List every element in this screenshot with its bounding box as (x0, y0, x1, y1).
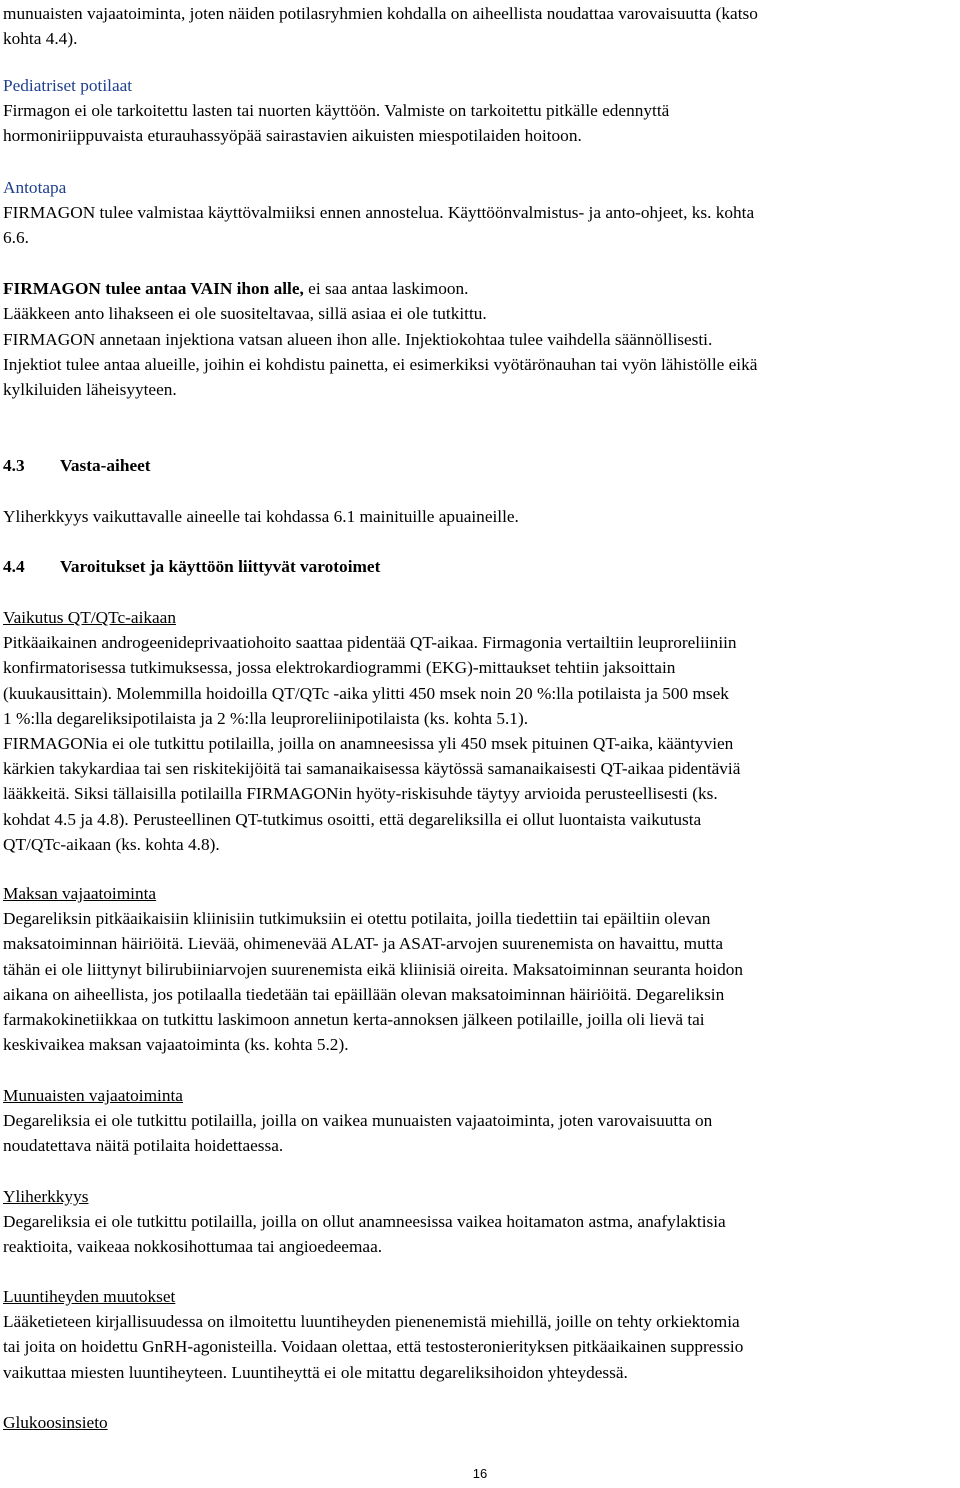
liver-line: tähän ei ole liittynyt bilirubiiniarvojen suurenemista eikä kliinisiä oireita. Maksatoiminnan seuranta hoidon (3, 959, 744, 979)
subcutaneous-tail: ei saa antaa laskimoon. (303, 279, 469, 298)
bone-line: tai joita on hoidettu GnRH-agonisteilla. Voidaan olettaa, että testosteronierityksen pitkäaikainen suppressio (3, 1337, 744, 1357)
qt-section (3, 605, 957, 857)
intro-line: kohta 4.4). (3, 29, 78, 49)
administration-line: FIRMAGON tulee valmistaa käyttövalmiiksi ennen annostelua. Käyttöönvalmistus- ja anto-ohjeet, ks. kohta (3, 203, 755, 223)
hypersensitivity-line: reaktioita, vaikeaa nokkosihottumaa tai angioedeemaa. (3, 1237, 383, 1257)
qt-line: konfirmatorisessa tutkimuksessa, jossa elektrokardiogrammi (EKG)-mittaukset tehtiin jaksoittain (3, 658, 676, 678)
qt-line: lääkkeitä. Siksi tällaisilla potilailla FIRMAGONin hyöty-riskisuhde täytyy arvioida perusteellisesti (ks. (3, 784, 718, 804)
glucose-section (3, 1410, 957, 1435)
liver-title: Maksan vajaatoiminta (3, 884, 157, 903)
pediatric-title: Pediatriset potilaat (3, 76, 133, 95)
glucose-title: Glukoosinsieto (3, 1413, 108, 1432)
injection-line: FIRMAGON annetaan injektiona vatsan alueen ihon alle. Injektiokohtaa tulee vaihdella säännöllisesti. (3, 330, 713, 349)
qt-line: FIRMAGONia ei ole tutkittu potilailla, joilla on anamneesissa yli 450 msek pituinen QT-aika, kääntyvien (3, 734, 734, 754)
qt-line: 1 %:lla degareliksipotilaista ja 2 %:lla leuproreliinipotilaista (ks. kohta 5.1). (3, 708, 529, 728)
section-heading-4-3 (3, 453, 151, 478)
administration-title: Antotapa (3, 178, 67, 197)
bone-section (3, 1284, 957, 1385)
renal-title: Munuaisten vajaatoiminta (3, 1086, 183, 1105)
liver-section (3, 881, 957, 1057)
muscle-line: Lääkkeen anto lihakseen ei ole suositeltavaa, sillä asiaa ei ole tutkittu. (3, 304, 487, 324)
injection-paragraph (3, 327, 957, 403)
hypersensitivity-section (3, 1184, 957, 1260)
bone-line: vaikuttaa miesten luuntiheyteen. Luuntiheyttä ei ole mitattu degareliksihoidon yhteydessä. (3, 1362, 628, 1382)
qt-line: QT/QTc-aikaan (ks. kohta 4.8). (3, 834, 220, 854)
section-number: 4.4 (3, 557, 25, 576)
qt-line: Pitkäaikainen androgeenideprivaatiohoito saattaa pidentää QT-aikaa. Firmagonia vertailtiin leuproreliiniin (3, 633, 737, 653)
qt-line: (kuukausittain). Molemmilla hoidoilla QT/QTc -aika ylitti 450 msek noin 20 %:lla potilaista ja 500 msek (3, 683, 729, 703)
hypersensitivity-line: Degareliksia ei ole tutkittu potilailla, joilla on ollut anamneesissa vaikea hoitamaton astma, anafylaktisia (3, 1212, 726, 1232)
section-title: Vasta-aiheet (60, 456, 151, 475)
subcutaneous-bold-lead: FIRMAGON tulee antaa VAIN ihon alle, (3, 279, 304, 298)
section-heading-4-4 (3, 554, 380, 579)
intro-line: munuaisten vajaatoiminta, joten näiden potilasryhmien kohdalla on aiheellista noudattaa varovaisuutta (katso (3, 4, 758, 23)
hypersensitivity-title: Yliherkkyys (3, 1187, 89, 1206)
section-title: Varoitukset ja käyttöön liittyvät varotoimet (60, 557, 381, 576)
liver-line: farmakokinetiikkaa on tutkittu laskimoon annetun kerta-annoksen jälkeen potilaille, joilla oli lievä tai (3, 1010, 705, 1030)
injection-line: Injektiot tulee antaa alueille, joihin ei kohdistu painetta, ei esimerkiksi vyötärönauhan tai vyön lähistölle eikä (3, 355, 758, 375)
intro-paragraph (3, 1, 957, 51)
qt-title: Vaikutus QT/QTc-aikaan (3, 608, 176, 627)
pediatric-section (3, 73, 957, 149)
bone-line: Lääketieteen kirjallisuudessa on ilmoitettu luuntiheyden pienenemistä miehillä, joille on tehty orkiektomia (3, 1312, 740, 1332)
qt-line: kärkien takykardiaa tai sen riskitekijöitä tai samanaikaisessa käytössä samanaikaisesti QT-aikaa pidentäviä (3, 759, 741, 779)
section-number: 4.3 (3, 456, 25, 475)
liver-line: keskivaikea maksan vajaatoiminta (ks. kohta 5.2). (3, 1035, 349, 1055)
bone-title: Luuntiheyden muutokset (3, 1287, 176, 1306)
liver-line: aikana on aiheellista, jos potilaalla tiedetään tai epäillään olevan maksatoiminnan häiriöitä. Degareliksin (3, 984, 725, 1004)
subcutaneous-paragraph (3, 276, 957, 326)
subcutaneous-line (3, 276, 957, 301)
contraindications-line: Yliherkkyys vaikuttavalle aineelle tai kohdassa 6.1 mainituille apuaineille. (3, 507, 519, 526)
page-number: 16 (472, 1466, 488, 1481)
administration-section (3, 175, 957, 251)
administration-line: 6.6. (3, 228, 29, 248)
renal-section (3, 1083, 957, 1159)
liver-line: Degareliksin pitkäaikaisiin kliinisiin tutkimuksiin ei otettu potilaita, joilla tiedettiin tai epäiltiin olevan (3, 909, 711, 929)
renal-line: Degareliksia ei ole tutkittu potilailla, joilla on vaikea munuaisten vajaatoiminta, joten varovaisuutta on (3, 1111, 713, 1131)
pediatric-line: hormoniriippuvaista eturauhassyöpää sairastavien aikuisten miespotilaiden hoitoon. (3, 126, 582, 146)
pediatric-line: Firmagon ei ole tarkoitettu lasten tai nuorten käyttöön. Valmiste on tarkoitettu pitkälle edennyttä (3, 101, 670, 121)
contraindications-paragraph (3, 504, 957, 529)
injection-line: kylkiluiden läheisyyteen. (3, 380, 177, 400)
qt-line: kohdat 4.5 ja 4.8). Perusteellinen QT-tutkimus osoitti, että degareliksilla ei ollut luontaista vaikutusta (3, 809, 702, 829)
liver-line: maksatoiminnan häiriöitä. Lievää, ohimenevää ALAT- ja ASAT-arvojen suurenemista on havaittu, mutta (3, 934, 724, 954)
renal-line: noudatettava näitä potilaita hoidettaessa. (3, 1136, 284, 1156)
